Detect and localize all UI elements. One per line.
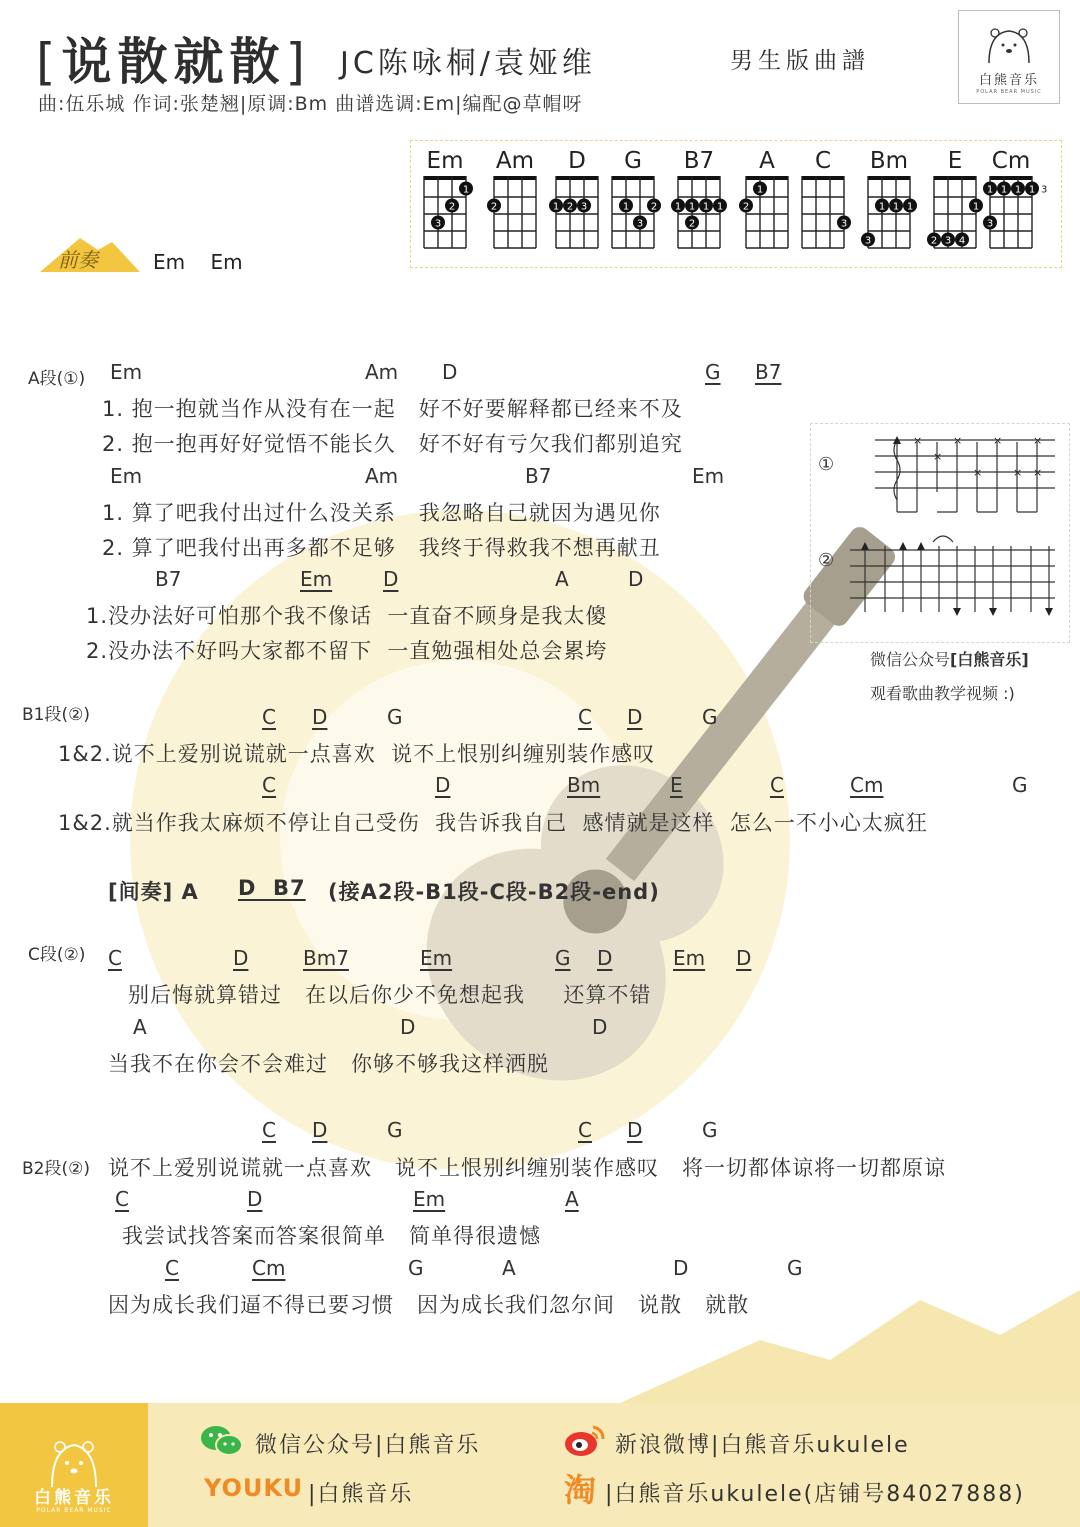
b2-chord-c4: C bbox=[165, 1256, 179, 1280]
chord-diagram-g bbox=[612, 148, 661, 248]
b2-chord-d4: D bbox=[673, 1256, 689, 1280]
b1-chord-c3: C bbox=[262, 773, 276, 797]
chord-name-cm: Cm bbox=[991, 148, 1031, 174]
svg-text:×: × bbox=[1033, 434, 1043, 447]
finger-number: 3 bbox=[840, 218, 848, 230]
finger-number: 3 bbox=[986, 218, 994, 230]
a-chord-em3: Em bbox=[692, 464, 725, 488]
bracket-left: [ bbox=[36, 33, 62, 91]
logo-sub: POLAR BEAR MUSIC bbox=[976, 89, 1042, 95]
c-lyric-1: 别后悔就算错过 在以后你少不免想起我 还算不错 bbox=[128, 983, 652, 1007]
chord-diagram-e bbox=[927, 148, 983, 248]
footer-bear-icon bbox=[0, 1413, 148, 1493]
svg-text:×: × bbox=[1013, 466, 1023, 479]
footer-logo-block bbox=[0, 1403, 148, 1527]
section-a-label: A段(①) bbox=[28, 369, 86, 389]
strum-note-1 bbox=[870, 647, 1029, 670]
interlude-note: (接A2段-B1段-C段-B2段-end) bbox=[328, 880, 660, 904]
finger-number: 2 bbox=[566, 201, 574, 213]
finger-number: 1 bbox=[674, 201, 682, 213]
finger-number: 2 bbox=[742, 201, 750, 213]
b1-chord-bm: Bm bbox=[567, 773, 601, 797]
a-chord-b7-3: B7 bbox=[155, 567, 182, 591]
chord-diagram-b7 bbox=[671, 148, 727, 248]
chord-diagram-c bbox=[802, 148, 851, 248]
b1-lyric-1: 1&2.说不上爱别说谎就一点喜欢 说不上恨别纠缠别装作感叹 bbox=[58, 742, 656, 766]
finger-number: 3 bbox=[864, 235, 872, 247]
finger-number: 1 bbox=[1000, 184, 1008, 196]
b1-chord-c1: C bbox=[262, 705, 276, 729]
strum-mark-1: ① bbox=[818, 454, 835, 475]
c-chord-d2: D bbox=[597, 946, 613, 970]
finger-number: 2 bbox=[688, 218, 696, 230]
a-chord-d3: D bbox=[628, 567, 644, 591]
chord-name-e: E bbox=[947, 148, 963, 174]
chord-name-a: A bbox=[759, 148, 775, 174]
finger-number: 1 bbox=[756, 184, 764, 196]
c-chord-a: A bbox=[133, 1015, 147, 1039]
chord-diagram-cm bbox=[983, 148, 1047, 248]
intro-chords: Em Em bbox=[153, 250, 243, 274]
footer-wechat: 微信公众号|白熊音乐 bbox=[255, 1433, 481, 1458]
finger-number: 4 bbox=[958, 235, 966, 247]
footer-youku: |白熊音乐 bbox=[308, 1482, 414, 1507]
a-lyric-3b: 2.没办法不好吗大家都不留下 一直勉强相处总会累垮 bbox=[86, 639, 608, 663]
b2-lyric-2: 我尝试找答案而答案很简单 简单得很遗憾 bbox=[122, 1224, 542, 1248]
svg-text:×: × bbox=[993, 434, 1003, 447]
section-c-label: C段(②) bbox=[28, 945, 86, 965]
finger-number: 1 bbox=[702, 201, 710, 213]
b1-lyric-2: 1&2.就当作我太麻烦不停让自己受伤 我告诉我自己 感情就是这样 怎么一不小心太疯狂 bbox=[58, 811, 928, 835]
strum-note-2: 观看歌曲教学视频 :) bbox=[870, 684, 1015, 703]
svg-text:淘: 淘 bbox=[564, 1471, 597, 1508]
b2-chord-d1: D bbox=[312, 1118, 328, 1142]
a-chord-g1: G bbox=[705, 360, 721, 384]
logo-name: 白熊音乐 bbox=[978, 73, 1039, 88]
b2-chord-a1: A bbox=[565, 1187, 579, 1211]
svg-text:×: × bbox=[933, 450, 943, 463]
footer-logo-sub: POLAR BEAR MUSIC bbox=[36, 1507, 112, 1514]
finger-number: 1 bbox=[1028, 184, 1036, 196]
finger-number: 1 bbox=[462, 184, 470, 196]
chord-diagram-d bbox=[549, 148, 598, 248]
b2-chord-g4: G bbox=[787, 1256, 803, 1280]
b1-chord-c2: C bbox=[578, 705, 592, 729]
chord-name-g: G bbox=[624, 148, 642, 174]
a-lyric-1a: 1. 抱一抱就当作从没有在一起 好不好要解释都已经来不及 bbox=[102, 397, 683, 421]
c-chord-d3: D bbox=[736, 946, 752, 970]
footer-logo-name: 白熊音乐 bbox=[34, 1488, 114, 1508]
finger-number: 3 bbox=[434, 218, 442, 230]
polar-bear-icon bbox=[959, 11, 1059, 69]
song-title bbox=[36, 22, 311, 94]
b1-chord-d1: D bbox=[312, 705, 328, 729]
c-chord-d5: D bbox=[592, 1015, 608, 1039]
strum-pattern-diagrams bbox=[845, 430, 1060, 620]
c-chord-d1: D bbox=[233, 946, 249, 970]
a-chord-em2: Em bbox=[110, 464, 143, 488]
a-lyric-2a: 1. 算了吧我付出过什么没关系 我忽略自己就因为遇见你 bbox=[102, 501, 661, 525]
chord-name-d: D bbox=[568, 148, 586, 174]
c-lyric-2: 当我不在你会不会难过 你够不够我这样洒脱 bbox=[108, 1052, 550, 1076]
b2-chord-em: Em bbox=[413, 1187, 446, 1211]
b2-chord-g2: G bbox=[702, 1118, 718, 1142]
footer-taobao: |白熊音乐ukulele(店铺号84027888) bbox=[605, 1482, 1025, 1507]
section-b1-label: B1段(②) bbox=[22, 705, 90, 725]
b2-chord-g3: G bbox=[408, 1256, 424, 1280]
a-lyric-1b: 2. 抱一抱再好好觉悟不能长久 好不好有亏欠我们都别追究 bbox=[102, 432, 683, 456]
svg-text:×: × bbox=[973, 466, 983, 479]
chord-name-b7: B7 bbox=[683, 148, 715, 174]
finger-number: 1 bbox=[622, 201, 630, 213]
youku-logo: YOUKU bbox=[204, 1474, 304, 1502]
a-lyric-2b: 2. 算了吧我付出再多都不足够 我终于得救我不想再献丑 bbox=[102, 536, 661, 560]
b2-chord-d3: D bbox=[247, 1187, 263, 1211]
svg-text:×: × bbox=[1033, 466, 1043, 479]
b1-chord-g1: G bbox=[387, 705, 403, 729]
chord-diagrams bbox=[410, 140, 1070, 270]
b2-chord-c2: C bbox=[578, 1118, 592, 1142]
chord-name-am: Am bbox=[495, 148, 535, 174]
interlude-chords: D B7 bbox=[238, 876, 306, 900]
footer-weibo: 新浪微博|白熊音乐ukulele bbox=[615, 1433, 910, 1458]
b2-lyric-3: 因为成长我们逼不得已要习惯 因为成长我们忽尔间 说散 就散 bbox=[108, 1293, 750, 1317]
finger-number: 1 bbox=[878, 201, 886, 213]
finger-number: 1 bbox=[688, 201, 696, 213]
intro-label: 前奏 bbox=[58, 248, 98, 272]
c-chord-em2: Em bbox=[673, 946, 706, 970]
chord-name-bm: Bm bbox=[869, 148, 909, 174]
c-chord-em1: Em bbox=[420, 946, 453, 970]
finger-number: 2 bbox=[490, 201, 498, 213]
cm-fret-number: 3 bbox=[1041, 184, 1048, 196]
c-chord-d4: D bbox=[400, 1015, 416, 1039]
finger-number: 3 bbox=[580, 201, 588, 213]
a-chord-b7-1: B7 bbox=[755, 360, 782, 384]
finger-number: 2 bbox=[930, 235, 938, 247]
a-chord-am1: Am bbox=[365, 360, 399, 384]
version-label: 男生版曲譜 bbox=[730, 48, 870, 74]
finger-number: 2 bbox=[650, 201, 658, 213]
b2-chord-a2: A bbox=[502, 1256, 516, 1280]
svg-text:×: × bbox=[953, 434, 963, 447]
finger-number: 1 bbox=[716, 201, 724, 213]
b1-chord-g2: G bbox=[702, 705, 718, 729]
a-chord-d2: D bbox=[383, 567, 399, 591]
a-chord-em4: Em bbox=[300, 567, 333, 591]
finger-number: 3 bbox=[636, 218, 644, 230]
c-chord-c1: C bbox=[108, 946, 122, 970]
a-chord-a1: A bbox=[555, 567, 569, 591]
strum-note-1b: [白熊音乐] bbox=[950, 650, 1029, 669]
chord-diagram-em bbox=[424, 148, 473, 248]
b2-chord-g1: G bbox=[387, 1118, 403, 1142]
weibo-icon bbox=[563, 1421, 607, 1459]
footer-bar bbox=[0, 1403, 1080, 1527]
finger-number: 1 bbox=[552, 201, 560, 213]
bracket-right: ] bbox=[285, 33, 312, 91]
credit-line: 曲:伍乐城 作词:张楚翘|原调:Bm 曲谱选调:Em|编配@草帽呀 bbox=[38, 93, 583, 115]
chord-diagram-a bbox=[739, 148, 788, 248]
a-chord-b7-2: B7 bbox=[525, 464, 552, 488]
chord-name-em: Em bbox=[426, 148, 464, 174]
b1-chord-e: E bbox=[670, 773, 683, 797]
logo-box bbox=[958, 10, 1060, 104]
title-text: 说散就散 bbox=[61, 33, 286, 91]
a-chord-em1: Em bbox=[110, 360, 143, 384]
chord-name-c: C bbox=[814, 148, 832, 174]
a-chord-d1: D bbox=[442, 360, 458, 384]
wechat-icon bbox=[200, 1423, 244, 1459]
c-chord-bm7: Bm7 bbox=[303, 946, 349, 970]
chord-diagram-am bbox=[487, 148, 536, 248]
finger-number: 1 bbox=[906, 201, 914, 213]
b2-lyric-1: 说不上爱别说谎就一点喜欢 说不上恨别纠缠别装作感叹 将一切都体谅将一切都原谅 bbox=[108, 1156, 947, 1180]
b2-chord-c3: C bbox=[115, 1187, 129, 1211]
strum-mark-2: ② bbox=[818, 550, 835, 571]
section-b2-label: B2段(②) bbox=[22, 1159, 90, 1179]
finger-number: 2 bbox=[448, 201, 456, 213]
a-lyric-3a: 1.没办法好可怕那个我不像话 一直奋不顾身是我太傻 bbox=[86, 604, 608, 628]
b1-chord-d3: D bbox=[435, 773, 451, 797]
strum-note-1a: 微信公众号 bbox=[870, 650, 951, 669]
b2-chord-d2: D bbox=[627, 1118, 643, 1142]
c-chord-g1: G bbox=[555, 946, 571, 970]
b1-chord-g3: G bbox=[1012, 773, 1028, 797]
taobao-icon bbox=[562, 1470, 602, 1508]
svg-text:×: × bbox=[913, 434, 923, 447]
interlude-label: [间奏] A bbox=[108, 880, 199, 904]
b2-chord-c1: C bbox=[262, 1118, 276, 1142]
a-chord-am2: Am bbox=[365, 464, 399, 488]
singer: JC陈咏桐/袁娅维 bbox=[340, 46, 596, 81]
finger-number: 1 bbox=[892, 201, 900, 213]
chord-diagram-bm bbox=[861, 148, 917, 248]
b1-chord-d2: D bbox=[627, 705, 643, 729]
finger-number: 3 bbox=[944, 235, 952, 247]
b2-chord-cm: Cm bbox=[252, 1256, 286, 1280]
finger-number: 1 bbox=[1014, 184, 1022, 196]
b1-chord-cm: Cm bbox=[850, 773, 884, 797]
finger-number: 1 bbox=[986, 184, 994, 196]
b1-chord-c4: C bbox=[770, 773, 784, 797]
finger-number: 1 bbox=[972, 201, 980, 213]
